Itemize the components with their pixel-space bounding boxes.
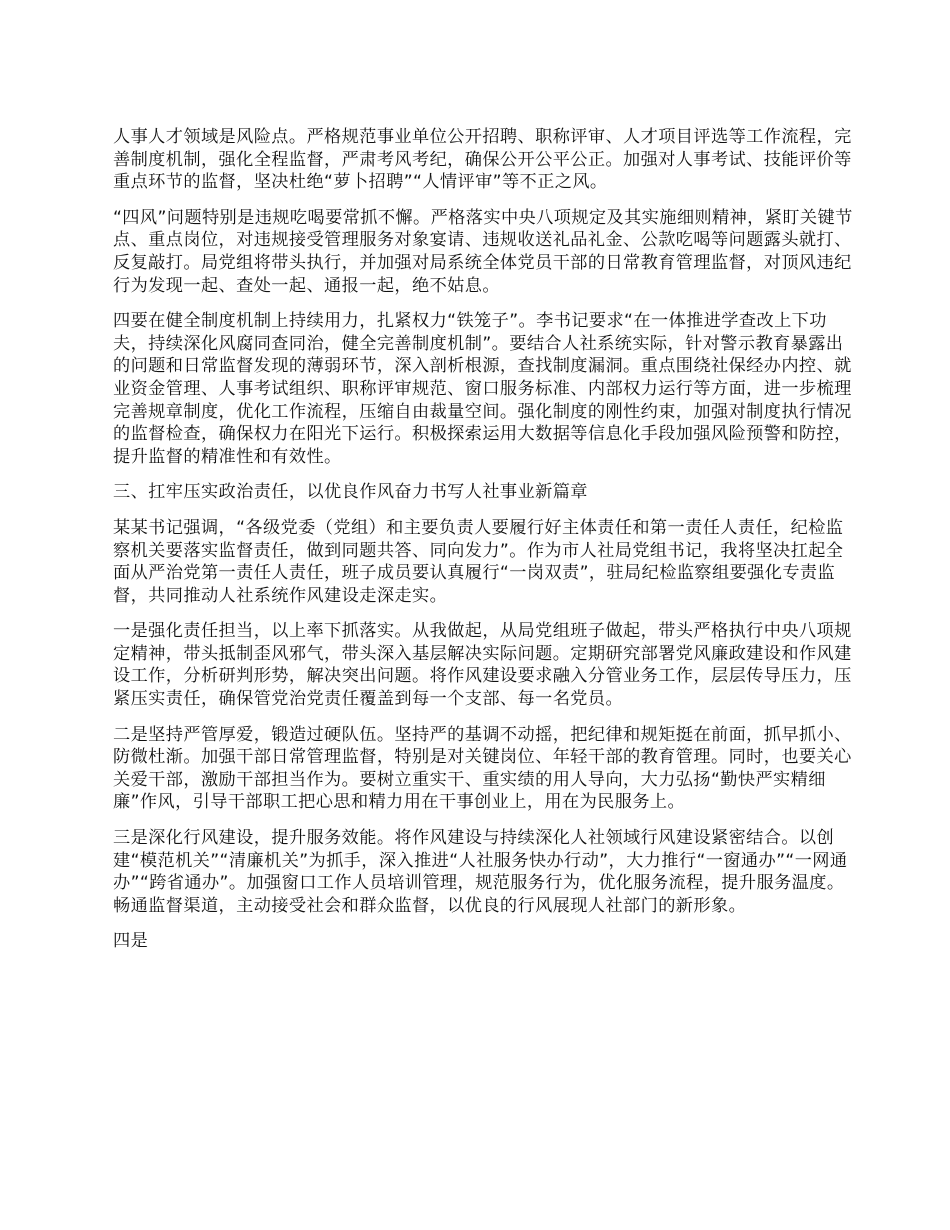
paragraph-point-one: 一是强化责任担当，以上率下抓落实。从我做起，从局党组班子做起，带头严格执行中央八项规定精神，带头抵制歪风邪气，带头深入基层解决实际问题。定期研究部署党风廉政建设和作风建设工作，分析研判形势，解决突出问题。将作风建设要求融入分管业务工作，层层传导压力，压紧压实责任，确保管党治党责任覆盖到每一个支部、每一名党员。 [113,621,852,710]
paragraph-point-four: 四是 [113,931,149,952]
document-body [113,126,855,966]
paragraph-point-three: 三是深化行风建设，提升服务效能。将作风建设与持续深化人社领域行风建设紧密结合。以创建“模范机关”“清廉机关”为抓手，深入推进“人社服务快办行动”，大力推行“一窗通办”“一网通办”“跨省通办”。加强窗口工作人员培训管理，规范服务行为，优化服务流程，提升服务温度。畅通监督渠道，主动接受社会和群众监督，以优良的行风展现人社部门的新形象。 [113,828,848,916]
paragraph-secretary-emphasis: 某某书记强调，“各级党委（党组）和主要负责人要履行好主体责任和第一责任人责任，纪检监察机关要落实监督责任，做到同题共答、同向发力”。作为市人社局党组书记，我将坚决扛起全面从严治党第一责任人责任，班子成员要认真履行“一岗双责”，驻局纪检监察组要强化专责监督，共同推动人社系统作风建设走深走实。 [113,517,844,606]
paragraph-four-winds: “四风”问题特别是违规吃喝要常抓不懈。严格落实中央八项规定及其实施细则精神，紧盯关键节点、重点岗位，对违规接受管理服务对象宴请、违规收送礼品礼金、公款吃喝等问题露头就打、反复敲打。局党组将带头执行，并加强对局系统全体党员干部的日常教育管理监督，对顶风违纪行为发现一起、查处一起、通报一起，绝不姑息。 [113,207,853,296]
paragraph-personnel-risk: 人事人才领域是风险点。严格规范事业单位公开招聘、职称评审、人才项目评选等工作流程，完善制度机制，强化全程监督，严肃考风考纪，确保公开公平公正。加强对人事考试、技能评价等重点环节的监督，坚决杜绝“萝卜招聘”“人情评审”等不正之风。 [113,127,852,193]
section-heading-political-responsibility: 三、扛牢压实政治责任，以优良作风奋力书写人社事业新篇章 [113,482,588,503]
paragraph-point-two: 二是坚持严管厚爱，锻造过硬队伍。坚持严的基调不动摇，把纪律和规矩挺在前面，抓早抓小、防微杜渐。加强干部日常管理监督，特别是对关键岗位、年轻干部的教育管理。同时，也要关心关爱干部，激励干部担当作为。要树立重实干、重实绩的用人导向，大力弘扬“勤快严实精细廉”作风，引导干部职工把心思和精力用在干事创业上，用在为民服务上。 [113,724,852,813]
paragraph-institution-building: 四要在健全制度机制上持续用力，扎紧权力“铁笼子”。李书记要求“在一体推进学查改上下功夫，持续深化风腐同查同治，健全完善制度机制”。要结合人社系统实际，针对警示教育暴露出的问题和日常监督发现的薄弱环节，深入剖析根源，查找制度漏洞。重点围绕社保经办内控、就业资金管理、人事考试组织、职称评审规范、窗口服务标准、内部权力运行等方面，进一步梳理完善规章制度，优化工作流程，压缩自由裁量空间。强化制度的刚性约束，加强对制度执行情况的监督检查，确保权力在阳光下运行。积极探索运用大数据等信息化手段加强风险预警和防控，提升监督的精准性和有效性。 [113,311,852,467]
